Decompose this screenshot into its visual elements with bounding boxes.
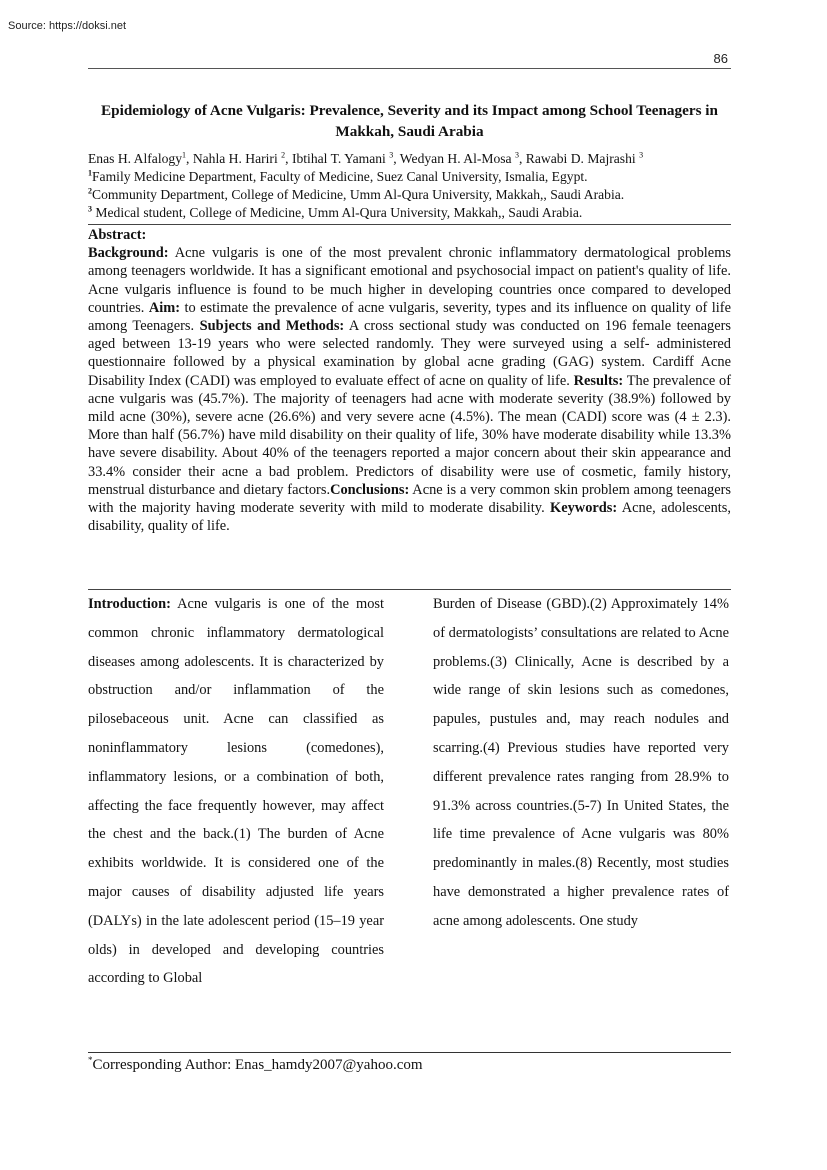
introduction-left-text: Acne vulgaris is one of the most common chronic inflammatory dermatological diseases among adolescents. It is characterized by obstruction and/or inflammation of the pilosebaceous unit. Acne can classified as noninflammatory lesions (comedones), inflammatory lesions, or a combination of both, affecting the face frequently however, may affect the chest and the back.(1) The burden of Acne exhibits worldwide. It is considered one of the major causes of disability adjusted life years (DALYs) in the late adolescent period (15–19 year olds) in developed and developing countries according to Global	[88, 596, 384, 987]
author-list	[88, 150, 748, 168]
source-label: Source: https://doksi.net	[8, 20, 127, 32]
footnote-mark: *	[88, 1055, 93, 1065]
results-text: The prevalence of acne vulgaris was (45.7%). The majority of teenagers had acne with moderate severity (38.9%) followed by mild acne (30%), severe acne (26.6%) and very severe acne (4.5%). The mean (CADI) score was (4 ± 2.3). More than half (56.7%) have mild disability on their quality of life, 30% have moderate disability while 13.3% have severe disability. About 40% of the teenagers reported a major concern about their skin appearance and 33.4% consider their acne a bad problem. Predictors of disability were use of cosmetic, family history, menstrual disturbance and dietary factors.	[88, 372, 731, 498]
keywords-text: Acne, adolescents, disability, quality of life.	[88, 500, 731, 535]
author-separator: ,	[285, 151, 292, 166]
results-label: Results:	[573, 372, 624, 389]
introduction-right-text: Burden of Disease (GBD).(2) Approximately 14% of dermatologists’ consultations are related to Acne problems.(3) Clinically, Acne is described by a wide range of skin lesions such as comedones, papules, pustules and, may reach nodules and scarring.(4) Previous studies have reported very different prevalence rates ranging from 28.9% to 91.3% across countries.(5-7) In United States, the life time prevalence of Acne vulgaris was 80% predominantly in males.(8) Recently, most studies have demonstrated a higher prevalence rates of acne among adolescents. One study	[433, 596, 729, 929]
affiliation-mark: 3	[88, 204, 92, 214]
methods-label: Subjects and Methods:	[199, 318, 345, 335]
author-affiliation-mark: 3	[515, 150, 519, 160]
author-affiliation-mark: 3	[639, 150, 644, 160]
conclusions-text: Acne is a very common skin problem among teenagers with the majority having moderate severity with mild to moderate disability.	[88, 481, 732, 517]
author-name: Wedyan H. Al-Mosa	[399, 151, 515, 166]
abstract-top-rule	[88, 224, 731, 225]
author-affiliation-mark: 2	[281, 150, 286, 160]
conclusions-label: Conclusions:	[330, 481, 410, 498]
author-affiliation-mark: 1	[182, 150, 187, 160]
author-name: Nahla H. Hariri	[192, 151, 282, 166]
author-separator: ,	[393, 151, 400, 166]
author-name: Enas H. Alfalogy	[88, 151, 183, 166]
header-rule	[88, 68, 731, 69]
methods-text: A cross sectional study was conducted on 196 female teenagers aged between 13-19 years who were selected randomly. They were surveyed using a self- administered questionnaire followed by a physical examination by global acne grading (GAG) system. Cardiff Acne Disability Index (CADI) was employed to evaluate effect of acne on quality of life.	[88, 318, 732, 389]
affiliation-2	[88, 186, 748, 204]
affiliation-text: Community Department, College of Medicine, Umm Al-Qura University, Makkah,, Saudi Arabia.	[92, 187, 625, 202]
author-name: Rawabi D. Majrashi	[525, 151, 640, 166]
aim-text: to estimate the prevalence of acne vulgaris, severity, types and its influence on quality of life among Teenagers.	[88, 299, 731, 335]
corresponding-author: Corresponding Author: Enas_hamdy2007@yahoo.com	[92, 1057, 423, 1073]
affiliation-3	[88, 204, 748, 222]
affiliation-text: Family Medicine Department, Faculty of Medicine, Suez Canal University, Ismalia, Egypt.	[92, 169, 588, 184]
author-separator: ,	[186, 151, 193, 166]
affiliation-text: Medical student, College of Medicine, Umm Al-Qura University, Makkah,, Saudi Arabia.	[92, 205, 583, 220]
introduction-label: Introduction:	[88, 596, 171, 612]
footnote	[88, 1057, 423, 1074]
abstract-body	[88, 244, 731, 535]
paper-title: Epidemiology of Acne Vulgaris: Prevalence, Severity and its Impact among School Teenagers in Makkah, Saudi Arabia	[101, 102, 718, 140]
author-affiliation-mark: 3	[389, 150, 394, 160]
abstract	[88, 226, 731, 535]
background-text: Acne vulgaris is one of the most prevalent chronic inflammatory dermatological problems among teenagers worldwide. It has a significant emotional and psychosocial impact on patient's quality of life. Acne vulgaris influence is found to be much higher in developing countries once compared to developed countries.	[88, 245, 731, 316]
introduction-right-column	[433, 590, 729, 936]
keywords-label: Keywords:	[550, 500, 618, 517]
background-label: Background:	[88, 245, 169, 262]
abstract-heading: Abstract:	[88, 227, 147, 243]
affiliation-mark: 1	[88, 168, 92, 178]
affiliation-mark: 2	[88, 186, 92, 196]
author-name: Ibtihal T. Yamani	[291, 151, 390, 166]
author-separator: ,	[519, 151, 526, 166]
page-number: 86	[713, 51, 728, 66]
footnote-rule	[88, 1052, 731, 1053]
introduction-left-column	[88, 590, 384, 993]
affiliation-1	[88, 168, 748, 186]
aim-label: Aim:	[148, 299, 180, 316]
